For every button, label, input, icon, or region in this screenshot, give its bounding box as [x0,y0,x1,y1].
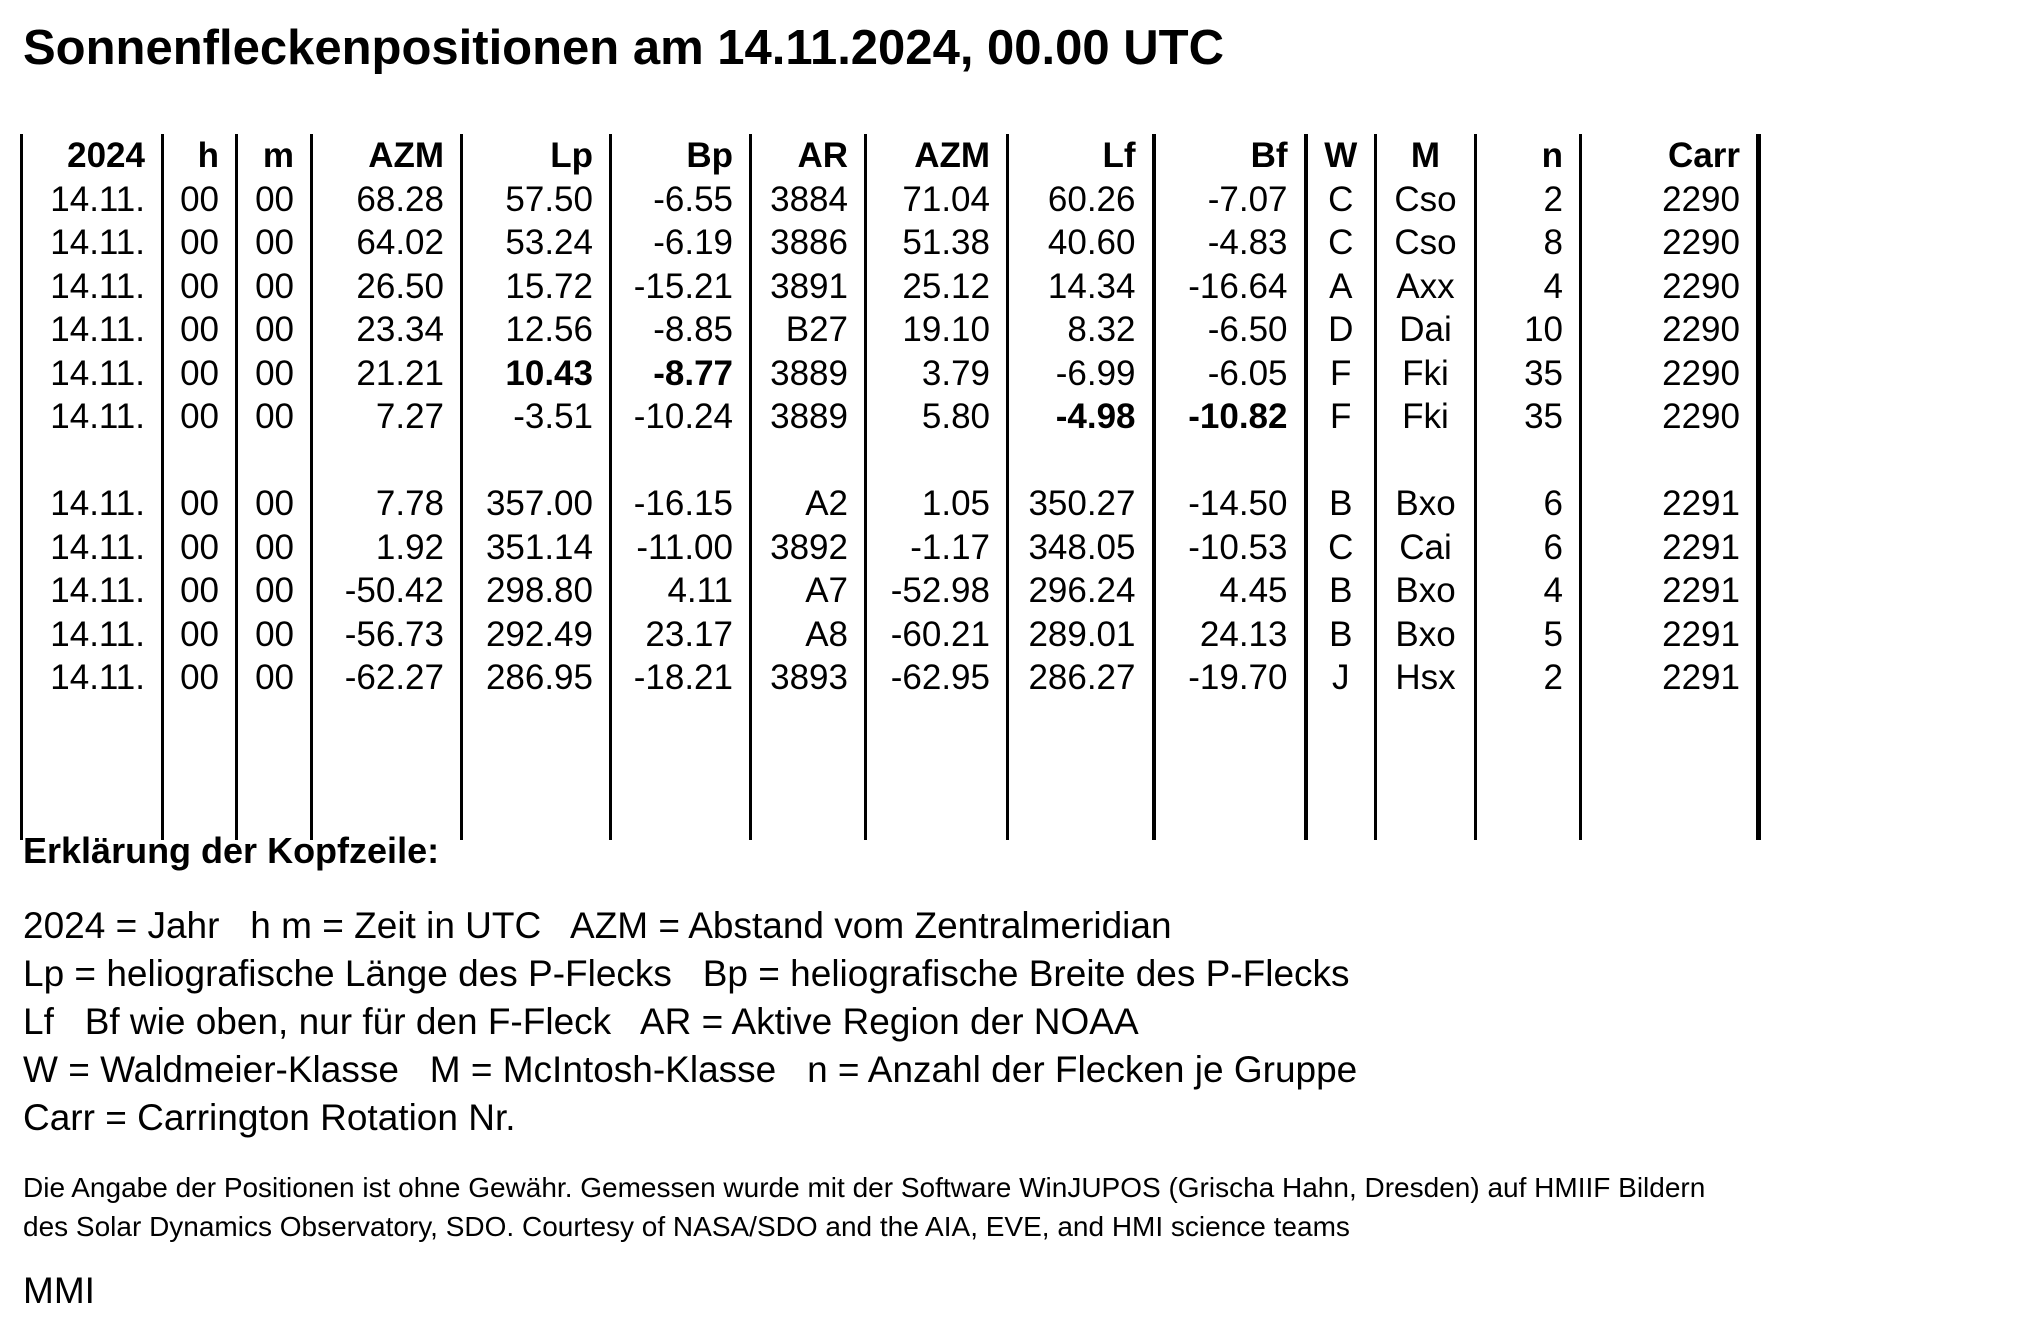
table-cell: 25.12 [866,265,1008,309]
table-cell: -52.98 [866,569,1008,613]
table-cell: 2291 [1581,482,1759,526]
table-cell: 14.11. [22,395,163,439]
table-cell: 2290 [1581,265,1759,309]
table-cell: -3.51 [462,395,611,439]
table-cell: 2290 [1581,352,1759,396]
table-row [22,482,1759,526]
table-body [22,178,1759,840]
table-cell: F [1306,395,1376,439]
table-cell: 00 [237,221,312,265]
table-cell: A8 [751,613,866,657]
table-cell-empty [866,439,1008,483]
table-cell: A2 [751,482,866,526]
header-minute: m [237,134,312,178]
table-cell: Cso [1376,221,1476,265]
header-ar: AR [751,134,866,178]
table-cell: -1.17 [866,526,1008,570]
table-cell-empty [611,700,751,840]
table-cell-empty [1581,700,1759,840]
table-cell: Cai [1376,526,1476,570]
table-cell: 00 [237,265,312,309]
header-m: M [1376,134,1476,178]
header-bf: Bf [1154,134,1306,178]
table-cell-empty [1376,439,1476,483]
table-cell-empty [462,439,611,483]
table-cell: 3889 [751,395,866,439]
table-cell: 00 [163,526,237,570]
table-cell: 289.01 [1008,613,1154,657]
table-cell: Bxo [1376,613,1476,657]
sunspot-table [20,134,1761,840]
table-cell: 3.79 [866,352,1008,396]
table-cell: 00 [237,395,312,439]
table-cell-empty [1476,700,1581,840]
table-spacer-row [22,439,1759,483]
table-cell-empty [1154,700,1306,840]
table-cell: 2290 [1581,221,1759,265]
table-cell: 71.04 [866,178,1008,222]
legend [23,902,1357,1142]
table-cell: 00 [237,569,312,613]
disclaimer [23,1168,2033,1246]
table-cell: 357.00 [462,482,611,526]
legend-line: Lf Bf wie oben, nur für den F-Fleck AR = Aktive Region der NOAA [23,1001,1139,1042]
table-cell-empty [163,439,237,483]
header-n: n [1476,134,1581,178]
table-cell: -4.83 [1154,221,1306,265]
table-cell: 21.21 [312,352,462,396]
page-title: Sonnenfleckenpositionen am 14.11.2024, 00.00 UTC [23,21,1224,75]
table-cell: B27 [751,308,866,352]
table-cell: 60.26 [1008,178,1154,222]
table-cell: 6 [1476,482,1581,526]
table-cell: -10.82 [1154,395,1306,439]
table-cell: 298.80 [462,569,611,613]
table-cell: 6 [1476,526,1581,570]
table-cell: 14.11. [22,656,163,700]
table-cell: 14.11. [22,308,163,352]
table-cell: 8 [1476,221,1581,265]
table-row [22,569,1759,613]
table-cell: Cso [1376,178,1476,222]
table-cell: 4.11 [611,569,751,613]
table-row [22,352,1759,396]
table-cell-empty [163,700,237,840]
table-row [22,613,1759,657]
table-cell-empty [611,439,751,483]
table-cell: 2290 [1581,308,1759,352]
table-cell-empty [1008,439,1154,483]
table-cell: 286.27 [1008,656,1154,700]
table-cell: 14.11. [22,613,163,657]
table-cell: 00 [163,656,237,700]
table-cell: 3891 [751,265,866,309]
header-bp: Bp [611,134,751,178]
table-cell: 10.43 [462,352,611,396]
table-cell: 14.11. [22,569,163,613]
table-row [22,656,1759,700]
table-cell-empty [312,700,462,840]
legend-heading: Erklärung der Kopfzeile: [23,830,440,871]
table-cell-empty [1154,439,1306,483]
table-cell: -60.21 [866,613,1008,657]
table-cell-empty [1476,439,1581,483]
header-lf: Lf [1008,134,1154,178]
table-cell: 64.02 [312,221,462,265]
table-cell: 26.50 [312,265,462,309]
table-cell-empty [22,700,163,840]
table-cell: Dai [1376,308,1476,352]
table-cell: -62.27 [312,656,462,700]
table-cell: -7.07 [1154,178,1306,222]
table-cell: -10.24 [611,395,751,439]
table-cell: 35 [1476,395,1581,439]
table-cell: 15.72 [462,265,611,309]
table-cell: -62.95 [866,656,1008,700]
table-cell: 3889 [751,352,866,396]
table-cell: -56.73 [312,613,462,657]
table-cell-empty [462,700,611,840]
table-cell: Fki [1376,352,1476,396]
table-cell: 296.24 [1008,569,1154,613]
table-cell-empty [1306,700,1376,840]
table-cell-empty [866,700,1008,840]
table-cell: C [1306,178,1376,222]
table-cell: -6.05 [1154,352,1306,396]
table-cell: -16.64 [1154,265,1306,309]
table-row [22,395,1759,439]
legend-line: Lp = heliografische Länge des P-Flecks Bp = heliografische Breite des P-Flecks [23,953,1350,994]
table-cell: -19.70 [1154,656,1306,700]
table-cell: 00 [237,482,312,526]
table-cell: 14.11. [22,178,163,222]
table-cell: 00 [163,178,237,222]
table-cell: -11.00 [611,526,751,570]
table-cell: A7 [751,569,866,613]
table-cell: -8.85 [611,308,751,352]
signature: MMI [23,1270,95,1311]
table-cell: 4 [1476,569,1581,613]
table-cell: 00 [237,308,312,352]
table-cell: 2 [1476,656,1581,700]
table-spacer-row [22,700,1759,840]
table-cell: 7.27 [312,395,462,439]
table-cell: Hsx [1376,656,1476,700]
table-cell: A [1306,265,1376,309]
table-header-row [22,134,1759,178]
table-cell: 4 [1476,265,1581,309]
table-cell: D [1306,308,1376,352]
table-cell: 8.32 [1008,308,1154,352]
table-cell: B [1306,569,1376,613]
table-cell: 2 [1476,178,1581,222]
table-cell: 2291 [1581,569,1759,613]
table-cell-empty [237,439,312,483]
disclaimer-line: Die Angabe der Positionen ist ohne Gewähr. Gemessen wurde mit der Software WinJUPOS (Grischa Hahn, Dresden) auf HMIIF Bildern [23,1172,1706,1203]
table-cell-empty [751,700,866,840]
table-cell: -6.19 [611,221,751,265]
table-cell: -18.21 [611,656,751,700]
table-cell: 00 [163,265,237,309]
table-cell-empty [312,439,462,483]
header-w: W [1306,134,1376,178]
table-row [22,265,1759,309]
table-cell: -4.98 [1008,395,1154,439]
table-cell: 3886 [751,221,866,265]
table-cell-empty [1581,439,1759,483]
table-cell: 24.13 [1154,613,1306,657]
table-cell: 00 [163,482,237,526]
table-cell: 68.28 [312,178,462,222]
table-cell: 00 [163,352,237,396]
table-cell: 00 [163,613,237,657]
table-cell: 5 [1476,613,1581,657]
table-row [22,308,1759,352]
table-cell: B [1306,482,1376,526]
table-cell: 3893 [751,656,866,700]
table-cell: 19.10 [866,308,1008,352]
table-cell-empty [751,439,866,483]
header-year: 2024 [22,134,163,178]
table-cell: 53.24 [462,221,611,265]
table-cell: 348.05 [1008,526,1154,570]
header-azm-p: AZM [312,134,462,178]
table-cell: 3884 [751,178,866,222]
table-cell: 2290 [1581,395,1759,439]
table-cell: J [1306,656,1376,700]
table-cell: C [1306,526,1376,570]
table-cell: -15.21 [611,265,751,309]
table-cell: -16.15 [611,482,751,526]
table-cell-empty [1376,700,1476,840]
table-cell: Bxo [1376,569,1476,613]
table-cell: 00 [163,308,237,352]
table-row [22,221,1759,265]
table-cell: 35 [1476,352,1581,396]
table-cell: 14.11. [22,265,163,309]
header-carr: Carr [1581,134,1759,178]
table-cell: 23.17 [611,613,751,657]
table-cell: 00 [237,352,312,396]
table-cell: 57.50 [462,178,611,222]
table-cell: 00 [163,221,237,265]
table-cell: 14.34 [1008,265,1154,309]
table-cell: 1.92 [312,526,462,570]
table-cell: -6.99 [1008,352,1154,396]
table-cell: 51.38 [866,221,1008,265]
table-cell: 12.56 [462,308,611,352]
table-cell: 14.11. [22,221,163,265]
table-cell: 350.27 [1008,482,1154,526]
table-cell: 00 [163,569,237,613]
table-cell: 5.80 [866,395,1008,439]
table-cell: 4.45 [1154,569,1306,613]
table-cell: 2291 [1581,656,1759,700]
header-hour: h [163,134,237,178]
table-cell: 00 [237,526,312,570]
table-cell: 00 [163,395,237,439]
table-cell: 10 [1476,308,1581,352]
table-cell: Bxo [1376,482,1476,526]
table-cell: -10.53 [1154,526,1306,570]
table-cell: 1.05 [866,482,1008,526]
table-row [22,526,1759,570]
table-cell: 14.11. [22,482,163,526]
table-cell: C [1306,221,1376,265]
table-cell-empty [237,700,312,840]
table-cell: 7.78 [312,482,462,526]
header-azm-f: AZM [866,134,1008,178]
table-cell: 3892 [751,526,866,570]
table-cell: 292.49 [462,613,611,657]
table-cell-empty [1306,439,1376,483]
table-cell: 2290 [1581,178,1759,222]
table-cell: 00 [237,178,312,222]
table-row [22,178,1759,222]
table-cell: 14.11. [22,352,163,396]
table-cell: 351.14 [462,526,611,570]
table-cell: Fki [1376,395,1476,439]
table-cell: -6.55 [611,178,751,222]
table-cell-empty [1008,700,1154,840]
table-cell: 00 [237,656,312,700]
disclaimer-line: des Solar Dynamics Observatory, SDO. Courtesy of NASA/SDO and the AIA, EVE, and HMI science teams [23,1211,1350,1242]
table-cell: Axx [1376,265,1476,309]
table-cell: -8.77 [611,352,751,396]
table-cell: F [1306,352,1376,396]
table-cell: B [1306,613,1376,657]
legend-line: W = Waldmeier-Klasse M = McIntosh-Klasse n = Anzahl der Flecken je Gruppe [23,1049,1358,1090]
table-cell: 2291 [1581,526,1759,570]
table-cell: 23.34 [312,308,462,352]
table-cell: 00 [237,613,312,657]
table-cell: 40.60 [1008,221,1154,265]
header-lp: Lp [462,134,611,178]
table-cell: 14.11. [22,526,163,570]
table-cell: 286.95 [462,656,611,700]
table-cell: -14.50 [1154,482,1306,526]
table-cell-empty [22,439,163,483]
table-cell: -50.42 [312,569,462,613]
legend-line: Carr = Carrington Rotation Nr. [23,1097,516,1138]
legend-line: 2024 = Jahr h m = Zeit in UTC AZM = Abstand vom Zentralmeridian [23,905,1172,946]
table-cell: 2291 [1581,613,1759,657]
table-cell: -6.50 [1154,308,1306,352]
